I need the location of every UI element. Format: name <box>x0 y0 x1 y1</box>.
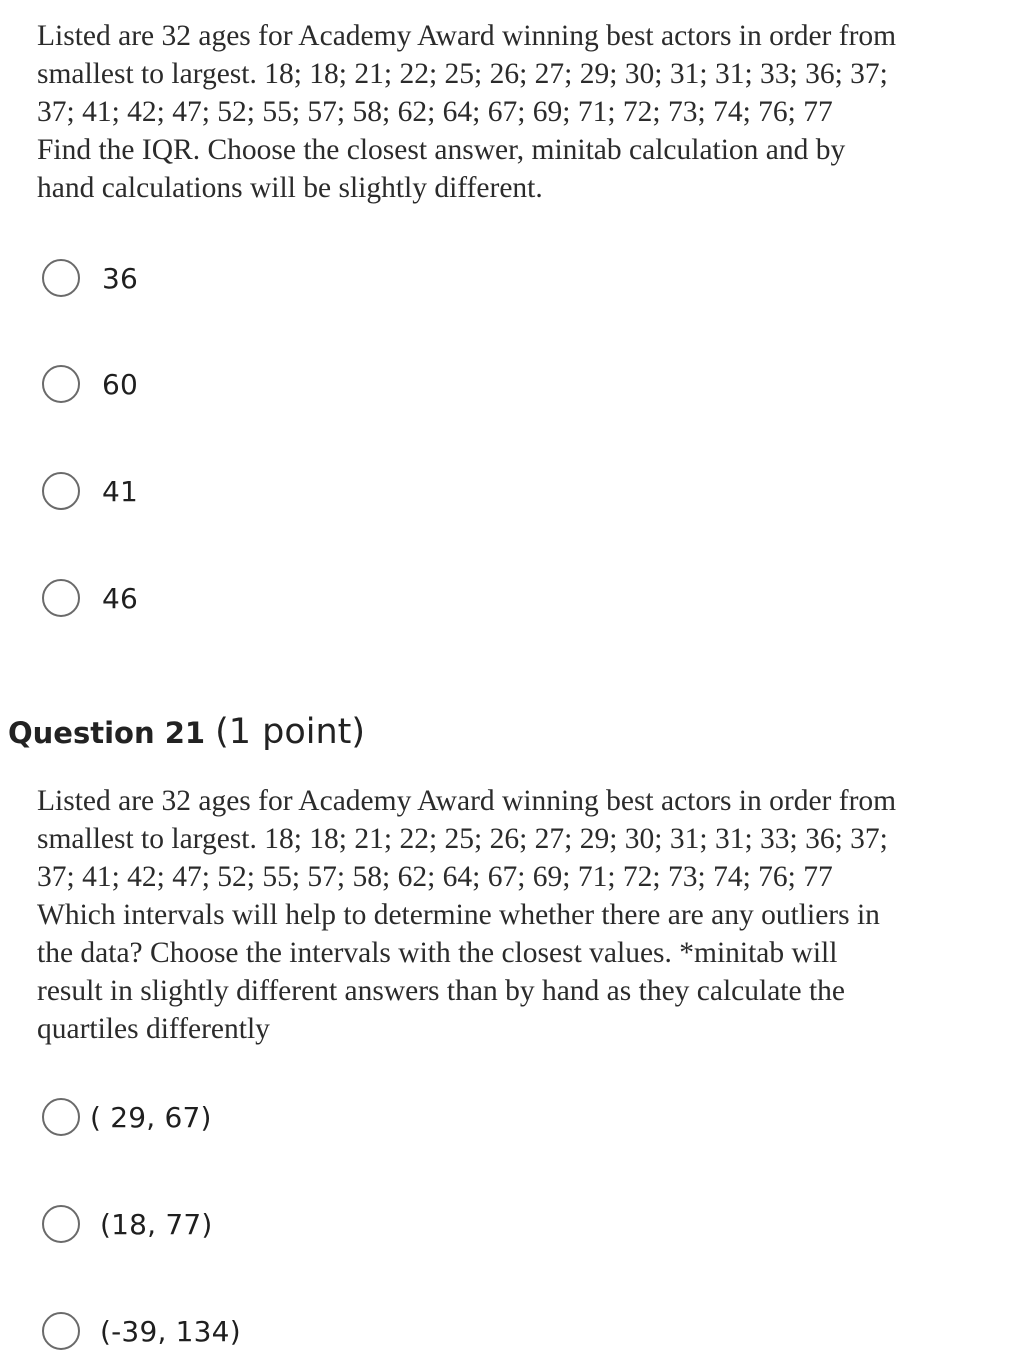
radio-button[interactable] <box>42 365 80 403</box>
q21-option-neg39-134[interactable] <box>42 1309 241 1353</box>
radio-button[interactable] <box>42 1312 80 1350</box>
q21-option-18-77[interactable] <box>42 1202 213 1246</box>
question-20-prompt: Listed are 32 ages for Academy Award winning best actors in order from smallest to largest. 18; 18; 21; 22; 25; 26; 27; 29; 30; 31; 31; 33; 36; 37; 37; 41; 42; 47; 52; 55; 57; 58; 62; 64; 67; 69; 71; 72; 73; 74; 76; 77 Find the IQR. Choose the closest answer, minitab calculation and by hand calculations will be slightly different. <box>37 20 897 204</box>
option-label: (-39, 134) <box>100 1314 241 1348</box>
option-label: (18, 77) <box>100 1207 213 1241</box>
radio-button[interactable] <box>42 1098 80 1136</box>
q21-option-29-67[interactable] <box>42 1095 212 1139</box>
option-label: 36 <box>102 261 139 295</box>
question-21-prompt: Listed are 32 ages for Academy Award winning best actors in order from smallest to largest. 18; 18; 21; 22; 25; 26; 27; 29; 30; 31; 31; 33; 36; 37; 37; 41; 42; 47; 52; 55; 57; 58; 62; 64; 67; 69; 71; 72; 73; 74; 76; 77 Which intervals will help to determine whether there are any outliers in the data? Choose the intervals with the closest values. *minitab will result in slightly different answers than by hand as they calculate the quartiles differently <box>37 785 897 1045</box>
option-label: 60 <box>102 367 139 401</box>
question-21-points: (1 point) <box>215 712 366 752</box>
option-label: 46 <box>102 581 139 615</box>
q20-option-46[interactable] <box>42 576 138 620</box>
question-21-header <box>8 712 365 762</box>
radio-button[interactable] <box>42 259 80 297</box>
radio-button[interactable] <box>42 472 80 510</box>
question-21-title: Question 21 <box>8 716 206 750</box>
option-label: ( 29, 67) <box>90 1100 212 1134</box>
radio-button[interactable] <box>42 579 80 617</box>
radio-button[interactable] <box>42 1205 80 1243</box>
q20-option-41[interactable] <box>42 469 138 513</box>
q20-option-36[interactable] <box>42 256 138 300</box>
option-label: 41 <box>102 474 139 508</box>
q20-option-60[interactable] <box>42 362 138 406</box>
